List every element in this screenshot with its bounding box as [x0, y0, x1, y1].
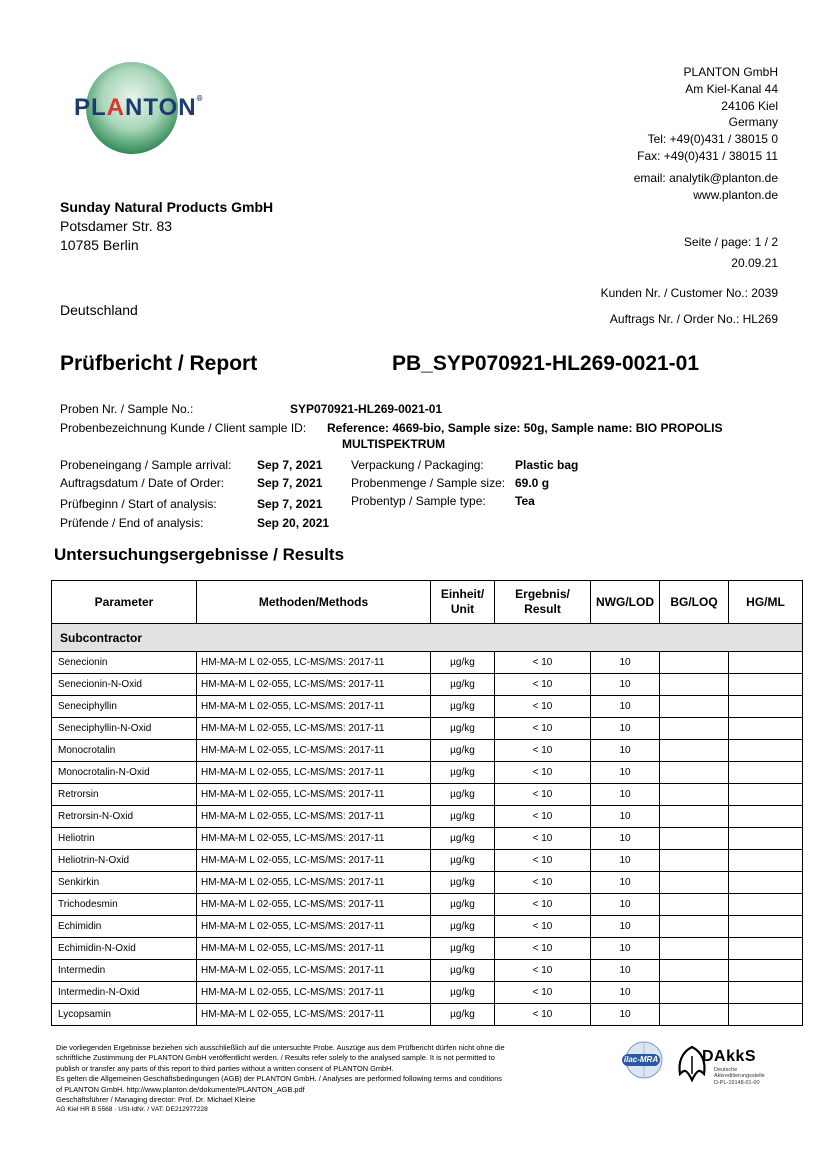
customer-address — [60, 198, 273, 255]
cell-method: HM-MA-M L 02-055, LC-MS/MS: 2017-11 — [197, 784, 431, 806]
cell-unit: µg/kg — [431, 850, 495, 872]
cell-result: < 10 — [495, 674, 591, 696]
cell-lod: 10 — [591, 1004, 660, 1026]
cell-parameter: Retrorsin — [52, 784, 197, 806]
sample-type-label: Probentyp / Sample type: — [351, 494, 486, 508]
lab-fax: Fax: +49(0)431 / 38015 11 — [637, 148, 778, 163]
col-ml: HG/ML — [729, 581, 803, 624]
cell-loq — [660, 718, 729, 740]
ilac-text: ilac-MRA — [623, 1055, 659, 1064]
cell-ml — [729, 652, 803, 674]
sample-type-value: Tea — [515, 494, 535, 508]
cell-parameter: Intermedin-N-Oxid — [52, 982, 197, 1004]
cell-loq — [660, 850, 729, 872]
cell-ml — [729, 960, 803, 982]
cell-lod: 10 — [591, 828, 660, 850]
cell-lod: 10 — [591, 740, 660, 762]
table-row — [52, 674, 803, 696]
footer-disclaimer — [56, 1043, 576, 1116]
lab-tel: Tel: +49(0)431 / 38015 0 — [647, 132, 778, 147]
cell-ml — [729, 806, 803, 828]
table-row — [52, 916, 803, 938]
cell-method: HM-MA-M L 02-055, LC-MS/MS: 2017-11 — [197, 674, 431, 696]
logo-text-a: A — [106, 94, 126, 121]
cell-unit: µg/kg — [431, 938, 495, 960]
footer-line-2: schriftliche Zustimmung der PLANTON GmbH veröffentlicht werden. / Results refer solely to the analysed sample. It is not permitted to — [56, 1053, 495, 1063]
lab-email[interactable]: email: analytik@planton.de — [633, 171, 778, 185]
cell-lod: 10 — [591, 718, 660, 740]
table-row — [52, 696, 803, 718]
table-row — [52, 938, 803, 960]
cell-lod: 10 — [591, 674, 660, 696]
results-heading: Untersuchungsergebnisse / Results — [54, 545, 345, 564]
client-id-line1: Reference: 4669-bio, Sample size: 50g, Sample name: BIO PROPOLIS — [327, 421, 723, 435]
customer-company: Sunday Natural Products GmbH — [60, 199, 274, 215]
cell-result: < 10 — [495, 806, 591, 828]
cell-result: < 10 — [495, 828, 591, 850]
table-row — [52, 960, 803, 982]
cell-lod: 10 — [591, 806, 660, 828]
cell-ml — [729, 982, 803, 1004]
customer-number: Kunden Nr. / Customer No.: 2039 — [600, 286, 778, 300]
cell-parameter: Heliotrin-N-Oxid — [52, 850, 197, 872]
cell-unit: µg/kg — [431, 652, 495, 674]
sample-no: SYP070921-HL269-0021-01 — [290, 402, 443, 416]
cell-method: HM-MA-M L 02-055, LC-MS/MS: 2017-11 — [197, 740, 431, 762]
cell-parameter: Senkirkin — [52, 872, 197, 894]
cell-method: HM-MA-M L 02-055, LC-MS/MS: 2017-11 — [197, 916, 431, 938]
footer-line-4: Es gelten die Allgemeinen Geschäftsbedingungen (AGB) der PLANTON GmbH. / Analyses are performed following terms and conditions — [56, 1074, 502, 1084]
cell-loq — [660, 1004, 729, 1026]
cell-result: < 10 — [495, 1004, 591, 1026]
dakks-sub1: Deutsche — [714, 1067, 738, 1073]
cell-loq — [660, 828, 729, 850]
cell-ml — [729, 938, 803, 960]
cell-parameter: Trichodesmin — [52, 894, 197, 916]
cell-ml — [729, 1004, 803, 1026]
table-row — [52, 982, 803, 1004]
lab-address — [637, 64, 778, 165]
cell-method: HM-MA-M L 02-055, LC-MS/MS: 2017-11 — [197, 718, 431, 740]
cell-lod: 10 — [591, 652, 660, 674]
cell-result: < 10 — [495, 784, 591, 806]
cell-loq — [660, 960, 729, 982]
cell-parameter: Intermedin — [52, 960, 197, 982]
cell-loq — [660, 762, 729, 784]
planton-logo — [56, 60, 204, 156]
client-id-line2: MULTISPEKTRUM — [342, 437, 446, 451]
start-value: Sep 7, 2021 — [257, 497, 323, 511]
cell-lod: 10 — [591, 696, 660, 718]
cell-method: HM-MA-M L 02-055, LC-MS/MS: 2017-11 — [197, 652, 431, 674]
cell-lod: 10 — [591, 784, 660, 806]
cell-unit: µg/kg — [431, 828, 495, 850]
table-row — [52, 762, 803, 784]
cell-unit: µg/kg — [431, 762, 495, 784]
cell-method: HM-MA-M L 02-055, LC-MS/MS: 2017-11 — [197, 894, 431, 916]
sample-no-label: Proben Nr. / Sample No.: — [60, 402, 194, 416]
cell-unit: µg/kg — [431, 894, 495, 916]
footer-line-5: of PLANTON GmbH. http://www.planton.de/dokumente/PLANTON_AGB.pdf — [56, 1084, 305, 1094]
cell-unit: µg/kg — [431, 872, 495, 894]
cell-loq — [660, 872, 729, 894]
cell-lod: 10 — [591, 850, 660, 872]
dakks-text: DAkkS — [702, 1048, 757, 1065]
cell-lod: 10 — [591, 872, 660, 894]
col-unit — [431, 581, 495, 624]
arrival-value: Sep 7, 2021 — [257, 458, 323, 472]
cell-parameter: Lycopsamin — [52, 1004, 197, 1026]
cell-unit: µg/kg — [431, 960, 495, 982]
cell-lod: 10 — [591, 982, 660, 1004]
section-label: Subcontractor — [52, 624, 803, 652]
cell-result: < 10 — [495, 850, 591, 872]
dakks-logo — [672, 1042, 780, 1092]
cell-parameter: Echimidin — [52, 916, 197, 938]
section-row — [52, 624, 803, 652]
table-row — [52, 894, 803, 916]
lab-web[interactable]: www.planton.de — [693, 188, 778, 202]
dakks-sub2: Akkreditierungsstelle — [714, 1073, 765, 1080]
cell-ml — [729, 894, 803, 916]
cell-result: < 10 — [495, 740, 591, 762]
table-row — [52, 806, 803, 828]
col-loq: BG/LOQ — [660, 581, 729, 624]
cell-method: HM-MA-M L 02-055, LC-MS/MS: 2017-11 — [197, 872, 431, 894]
packaging-label: Verpackung / Packaging: — [351, 458, 484, 472]
cell-unit: µg/kg — [431, 806, 495, 828]
arrival-label: Probeneingang / Sample arrival: — [60, 458, 232, 472]
cell-result: < 10 — [495, 960, 591, 982]
customer-street: Potsdamer Str. 83 — [60, 218, 173, 234]
cell-lod: 10 — [591, 894, 660, 916]
cell-lod: 10 — [591, 960, 660, 982]
lab-street: Am Kiel-Kanal 44 — [685, 81, 778, 96]
customer-country: Deutschland — [60, 302, 138, 318]
footer-line-7: AG Kiel HR B 5568 · USt-IdNr. / VAT: DE212977228 — [56, 1106, 208, 1114]
col-unit-line2: Unit — [450, 602, 475, 616]
footer-line-1: Die vorliegenden Ergebnisse beziehen sich ausschließlich auf die untersuchte Probe. Auszüge aus dem Prüfbericht dürfen nicht ohne die — [56, 1043, 505, 1052]
report-date: 20.09.21 — [731, 256, 778, 270]
results-table — [51, 580, 803, 1026]
table-row — [52, 784, 803, 806]
lab-contact — [634, 170, 778, 204]
end-value: Sep 20, 2021 — [257, 516, 330, 530]
cell-parameter: Retrorsin-N-Oxid — [52, 806, 197, 828]
logo-text-p: PL — [74, 94, 107, 121]
order-date-value: Sep 7, 2021 — [257, 476, 323, 490]
col-result — [495, 581, 591, 624]
table-row — [52, 652, 803, 674]
cell-unit: µg/kg — [431, 718, 495, 740]
cell-loq — [660, 674, 729, 696]
cell-unit: µg/kg — [431, 916, 495, 938]
col-unit-line1: Einheit/ — [440, 587, 485, 601]
cell-lod: 10 — [591, 938, 660, 960]
table-row — [52, 828, 803, 850]
cell-method: HM-MA-M L 02-055, LC-MS/MS: 2017-11 — [197, 696, 431, 718]
cell-unit: µg/kg — [431, 982, 495, 1004]
table-row — [52, 740, 803, 762]
cell-loq — [660, 652, 729, 674]
page-info — [684, 232, 778, 274]
sample-size-value: 69.0 g — [515, 476, 550, 490]
cell-parameter: Senecionin-N-Oxid — [52, 674, 197, 696]
cell-result: < 10 — [495, 762, 591, 784]
logo-text-rest: NTON — [125, 94, 197, 121]
cell-result: < 10 — [495, 696, 591, 718]
cell-unit: µg/kg — [431, 696, 495, 718]
cell-unit: µg/kg — [431, 740, 495, 762]
end-label: Prüfende / End of analysis: — [60, 516, 204, 530]
cell-ml — [729, 828, 803, 850]
cell-parameter: Monocrotalin — [52, 740, 197, 762]
cell-parameter: Senecionin — [52, 652, 197, 674]
cell-method: HM-MA-M L 02-055, LC-MS/MS: 2017-11 — [197, 850, 431, 872]
cell-result: < 10 — [495, 938, 591, 960]
cell-loq — [660, 806, 729, 828]
cell-ml — [729, 850, 803, 872]
lab-city: 24106 Kiel — [721, 98, 778, 113]
table-header-row — [52, 581, 803, 624]
lab-country: Germany — [728, 115, 778, 130]
cell-method: HM-MA-M L 02-055, LC-MS/MS: 2017-11 — [197, 938, 431, 960]
cell-lod: 10 — [591, 762, 660, 784]
cell-result: < 10 — [495, 872, 591, 894]
client-id-label: Probenbezeichnung Kunde / Client sample ID: — [60, 421, 307, 435]
customer-city: 10785 Berlin — [60, 237, 139, 253]
lab-name: PLANTON GmbH — [683, 65, 778, 79]
packaging-value: Plastic bag — [515, 458, 579, 472]
cell-result: < 10 — [495, 718, 591, 740]
ilac-mra-logo — [598, 1040, 670, 1084]
footer-line-3: publish or transfer any parts of this report to third parties without a written consent of PLANTON GmbH. — [56, 1063, 394, 1073]
cell-loq — [660, 982, 729, 1004]
cell-loq — [660, 894, 729, 916]
cell-ml — [729, 784, 803, 806]
cell-loq — [660, 938, 729, 960]
cell-parameter: Echimidin-N-Oxid — [52, 938, 197, 960]
col-result-line2: Result — [524, 602, 561, 616]
table-row — [52, 872, 803, 894]
cell-ml — [729, 740, 803, 762]
cell-method: HM-MA-M L 02-055, LC-MS/MS: 2017-11 — [197, 828, 431, 850]
cell-loq — [660, 740, 729, 762]
col-methods: Methoden/Methods — [197, 581, 431, 624]
cell-lod: 10 — [591, 916, 660, 938]
cell-ml — [729, 872, 803, 894]
order-number: Auftrags Nr. / Order No.: HL269 — [609, 312, 778, 326]
cell-loq — [660, 784, 729, 806]
cell-parameter: Seneciphyllin — [52, 696, 197, 718]
cell-unit: µg/kg — [431, 784, 495, 806]
cell-result: < 10 — [495, 916, 591, 938]
cell-unit: µg/kg — [431, 674, 495, 696]
cell-ml — [729, 916, 803, 938]
cell-result: < 10 — [495, 652, 591, 674]
cell-method: HM-MA-M L 02-055, LC-MS/MS: 2017-11 — [197, 982, 431, 1004]
footer-line-6: Geschäftsführer / Managing director: Prof. Dr. Michael Kleine — [56, 1095, 256, 1105]
cell-loq — [660, 916, 729, 938]
cell-method: HM-MA-M L 02-055, LC-MS/MS: 2017-11 — [197, 762, 431, 784]
dakks-subtitle — [714, 1067, 765, 1086]
cell-parameter: Heliotrin — [52, 828, 197, 850]
order-date-label: Auftragsdatum / Date of Order: — [60, 476, 225, 490]
cell-ml — [729, 762, 803, 784]
table-row — [52, 1004, 803, 1026]
report-id: PB_SYP070921-HL269-0021-01 — [392, 352, 700, 375]
cell-parameter: Monocrotalin-N-Oxid — [52, 762, 197, 784]
cell-ml — [729, 718, 803, 740]
col-lod: NWG/LOD — [591, 581, 660, 624]
cell-parameter: Seneciphyllin-N-Oxid — [52, 718, 197, 740]
table-row — [52, 850, 803, 872]
cell-ml — [729, 674, 803, 696]
table-row — [52, 718, 803, 740]
report-title: Prüfbericht / Report — [60, 352, 258, 375]
cell-loq — [660, 696, 729, 718]
cell-ml — [729, 696, 803, 718]
col-parameter: Parameter — [52, 581, 197, 624]
sample-size-label: Probenmenge / Sample size: — [351, 476, 506, 490]
cell-result: < 10 — [495, 982, 591, 1004]
cell-method: HM-MA-M L 02-055, LC-MS/MS: 2017-11 — [197, 1004, 431, 1026]
start-label: Prüfbeginn / Start of analysis: — [60, 497, 217, 511]
cell-unit: µg/kg — [431, 1004, 495, 1026]
col-result-line1: Ergebnis/ — [515, 587, 570, 601]
cell-method: HM-MA-M L 02-055, LC-MS/MS: 2017-11 — [197, 806, 431, 828]
logo-registered: ® — [196, 94, 204, 103]
cell-result: < 10 — [495, 894, 591, 916]
dakks-id: D-PL-19148-01-00 — [714, 1079, 760, 1086]
page-number: Seite / page: 1 / 2 — [683, 235, 778, 249]
cell-method: HM-MA-M L 02-055, LC-MS/MS: 2017-11 — [197, 960, 431, 982]
